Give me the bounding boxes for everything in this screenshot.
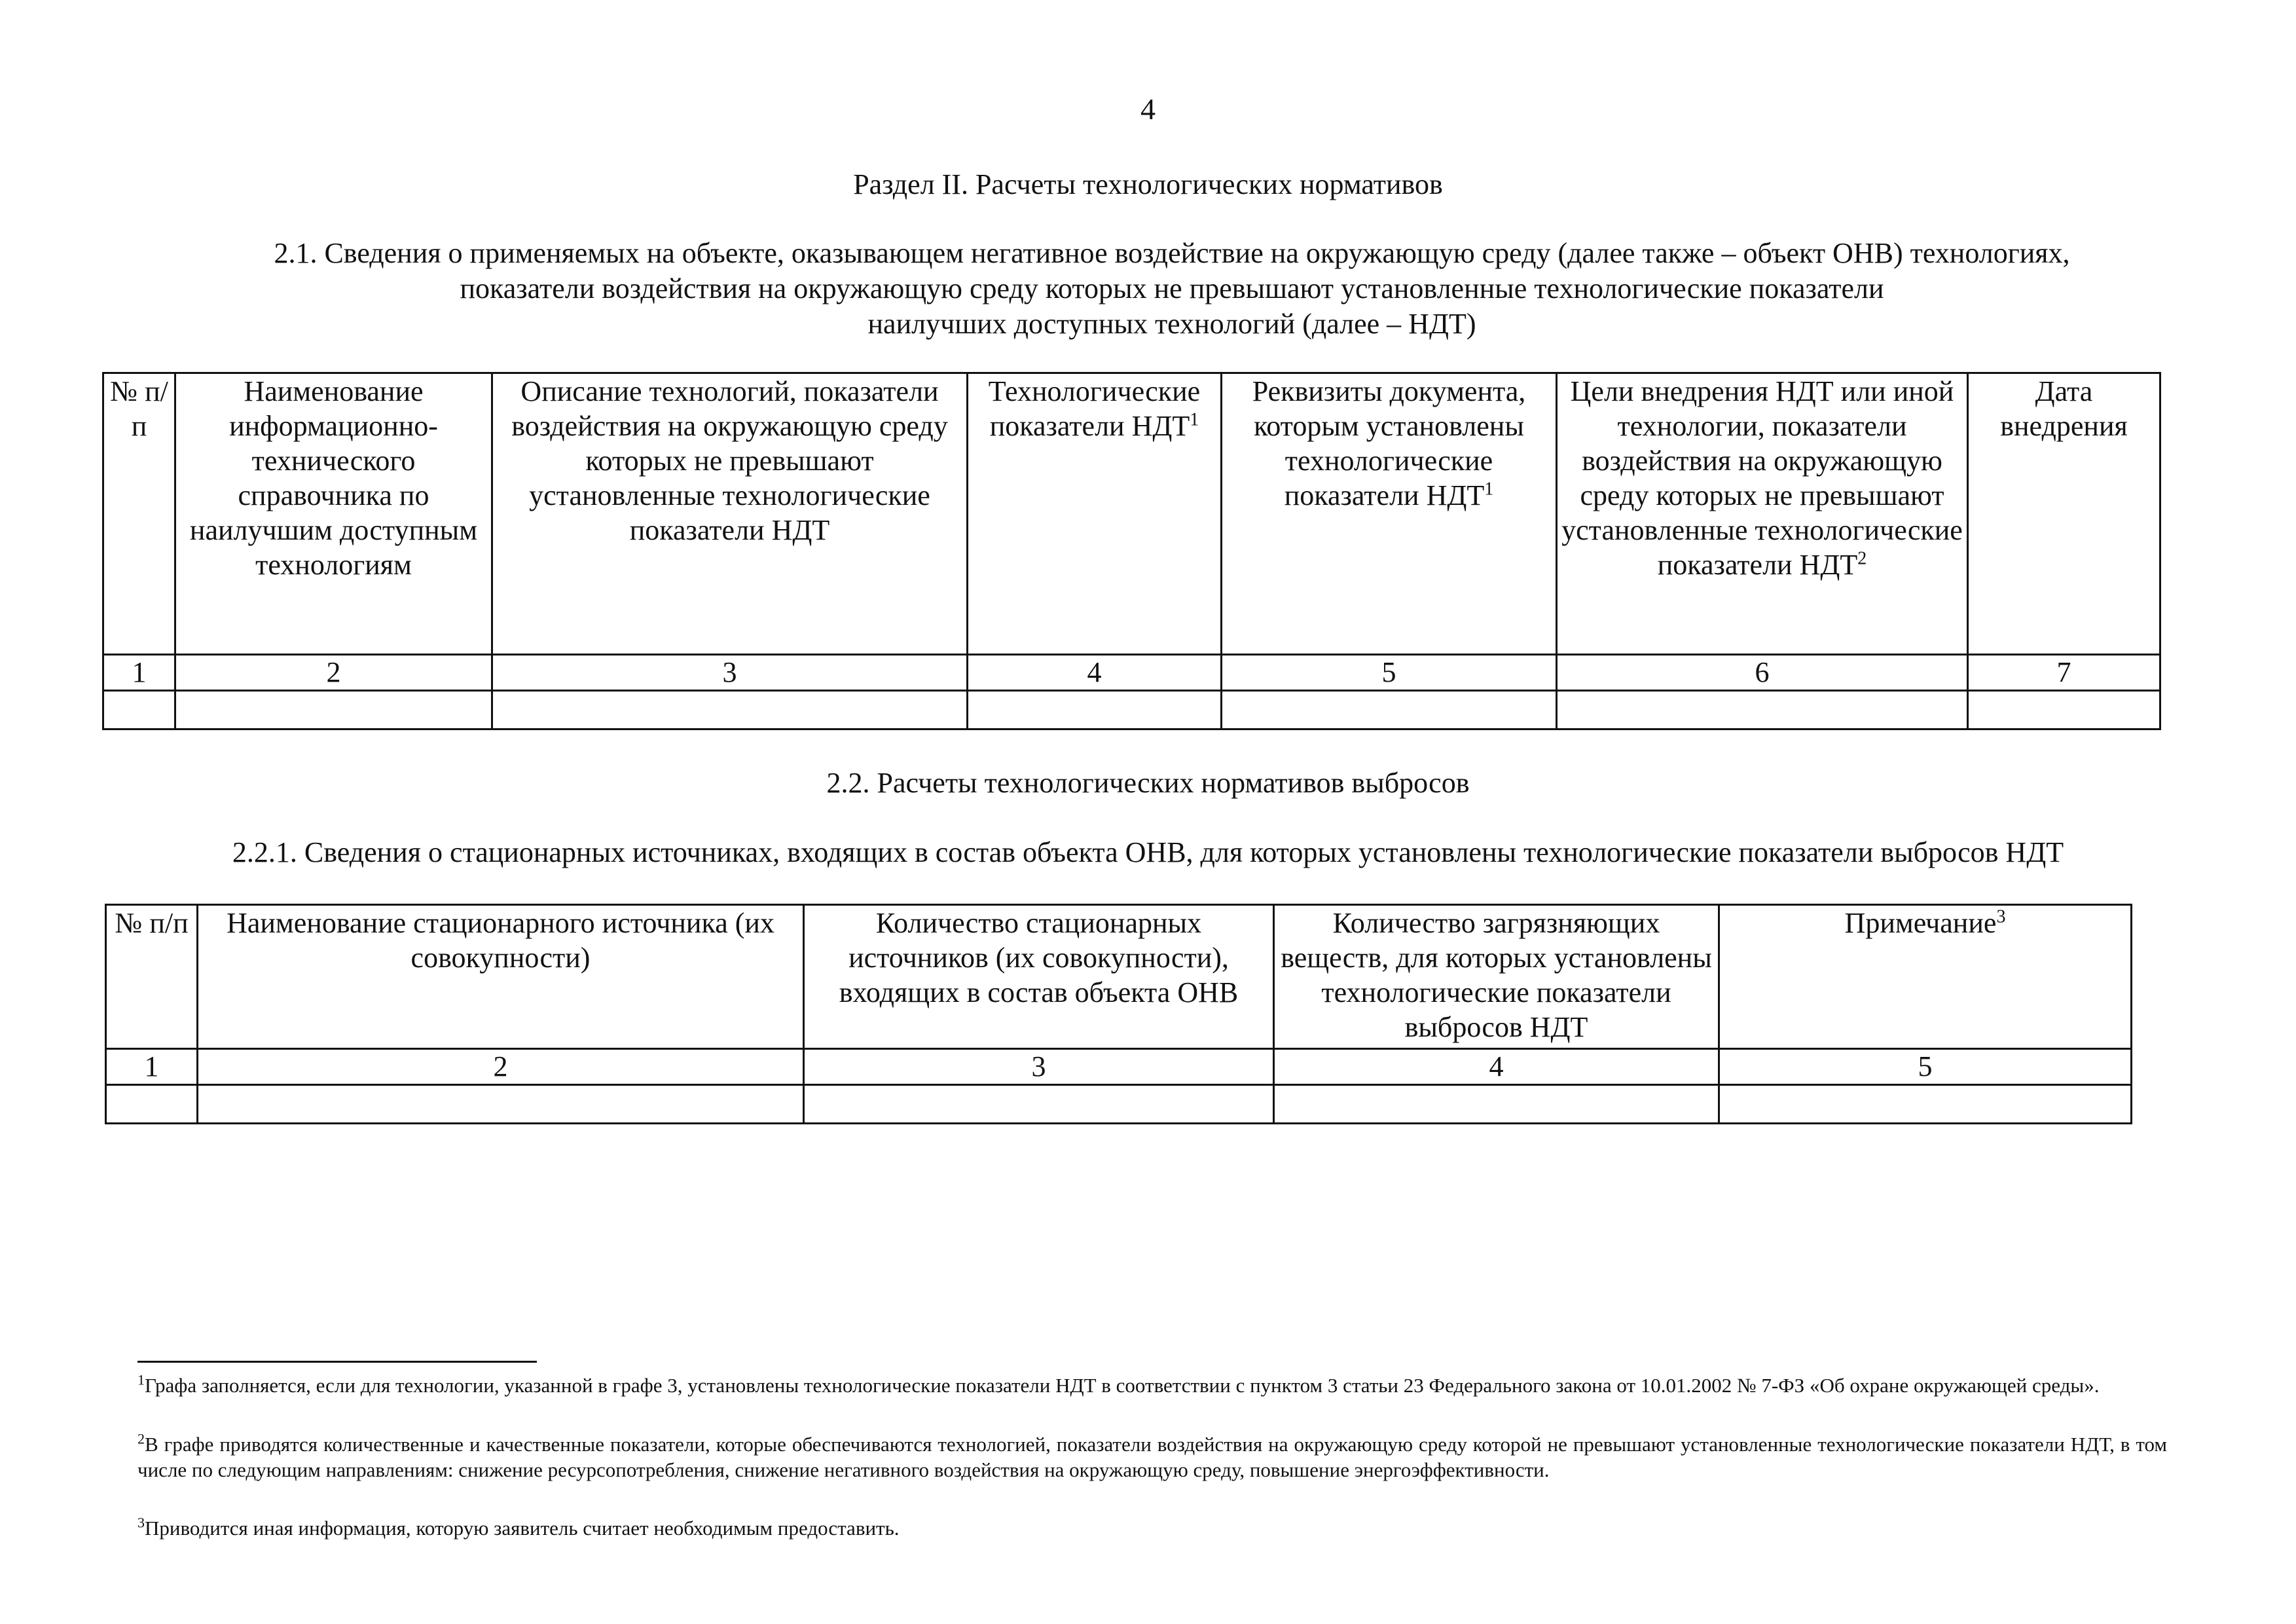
table-cell[interactable] <box>175 691 492 729</box>
table-stationary-sources <box>105 904 2132 1124</box>
table-row <box>103 691 2160 729</box>
section-2-2-1-heading: 2.2.1. Сведения о стационарных источниках, входящих в состав объекта ОНВ, для которых установлены технологические показатели выбросов НДТ <box>232 836 2064 868</box>
header-cell: Технологические показатели НДТ$^1$ <box>968 373 1222 655</box>
section-2-1-heading <box>196 236 2147 342</box>
footnote-separator <box>137 1361 537 1363</box>
footnote-1 <box>137 1373 2167 1398</box>
table-cell[interactable] <box>198 1085 804 1124</box>
header-cell: Наименование информационно-технического справочника по наилучшим доступным технологиям <box>175 373 492 655</box>
header-cell: Наименование стационарного источника (их совокупности) <box>198 905 804 1049</box>
table-cell[interactable] <box>103 691 175 729</box>
table-header-row <box>103 373 2160 655</box>
section-title: Раздел II. Расчеты технологических нормативов <box>853 168 1443 200</box>
footnote-ref: 1 <box>1190 409 1199 430</box>
column-number: 2 <box>198 1049 804 1085</box>
column-number: 1 <box>103 655 175 691</box>
header-cell: Дата внедрения <box>1968 373 2160 655</box>
footnote-3 <box>137 1515 2167 1541</box>
header-cell: Количество стационарных источников (их совокупности), входящих в состав объекта ОНВ <box>804 905 1274 1049</box>
column-number: 5 <box>1719 1049 2132 1085</box>
table-header-row <box>106 905 2132 1049</box>
column-number: 1 <box>106 1049 198 1085</box>
footnote-text: Приводится иная информация, которую заявитель считает необходимым предоставить. <box>145 1517 900 1540</box>
header-cell: № п/п <box>106 905 198 1049</box>
section-2-2-heading: 2.2. Расчеты технологических нормативов выбросов <box>826 767 1470 799</box>
footnote-text: Графа заполняется, если для технологии, указанной в графе 3, установлены технологические показатели НДТ в соответствии с пунктом 3 статьи 23 Федерального закона от 10.01.2002 № 7-ФЗ «Об охране окружающей среды». <box>145 1374 2100 1397</box>
table-cell[interactable] <box>1222 691 1557 729</box>
column-number: 2 <box>175 655 492 691</box>
header-cell: Количество загрязняющих веществ, для которых установлены технологические показатели выбросов НДТ <box>1274 905 1719 1049</box>
intro-line-2: показатели воздействия на окружающую среду которых не превышают установленные технологические показатели <box>460 272 1884 304</box>
footnote-ref: 3 <box>1996 906 2006 927</box>
column-number: 6 <box>1557 655 1968 691</box>
table-cell[interactable] <box>1968 691 2160 729</box>
footnote-mark: 2 <box>137 1430 145 1447</box>
table-cell[interactable] <box>492 691 968 729</box>
header-cell: № п/п <box>103 373 175 655</box>
table-technologies <box>102 372 2161 730</box>
footnote-mark: 3 <box>137 1514 145 1531</box>
header-cell: Описание технологий, показатели воздействия на окружающую среду которых не превышают установленные технологические показатели НДТ <box>492 373 968 655</box>
table-cell[interactable] <box>1557 691 1968 729</box>
header-cell: Примечание$^3$ <box>1719 905 2132 1049</box>
table-cell[interactable] <box>968 691 1222 729</box>
footnote-text: В графе приводятся количественные и качественные показатели, которые обеспечиваются технологией, показатели воздействия на окружающую среду которой не превышают установленные технологические показатели НДТ, в том числе по следующим направлениям: снижение ресурсопотребления, снижение негативного воздействия на окружающую среду, повышение энергоэффективности. <box>137 1433 2167 1481</box>
footnote-2 <box>137 1431 2167 1483</box>
footnote-ref: 2 <box>1857 548 1867 569</box>
header-cell: Цели внедрения НДТ или иной технологии, показатели воздействия на окружающую среду которых не превышают установленные технологические показатели НДТ$^2$ <box>1557 373 1968 655</box>
table-cell[interactable] <box>106 1085 198 1124</box>
column-number: 7 <box>1968 655 2160 691</box>
footnote-ref: 1 <box>1484 479 1494 500</box>
column-number: 5 <box>1222 655 1557 691</box>
page-number: 4 <box>1140 92 1156 126</box>
column-number: 4 <box>968 655 1222 691</box>
intro-line-1: 2.1. Сведения о применяемых на объекте, оказывающем негативное воздействие на окружающую среду (далее также – объект ОНВ) технологиях, <box>274 237 2070 269</box>
table-row <box>106 1085 2132 1124</box>
column-number: 4 <box>1274 1049 1719 1085</box>
table-cell[interactable] <box>804 1085 1274 1124</box>
footnote-mark: 1 <box>137 1371 145 1388</box>
header-cell: Реквизиты документа, которым установлены технологические показатели НДТ$^1$ <box>1222 373 1557 655</box>
table-cell[interactable] <box>1719 1085 2132 1124</box>
column-number-row <box>103 655 2160 691</box>
table-cell[interactable] <box>1274 1085 1719 1124</box>
column-number-row <box>106 1049 2132 1085</box>
intro-line-3: наилучших доступных технологий (далее – НДТ) <box>867 308 1476 340</box>
column-number: 3 <box>804 1049 1274 1085</box>
column-number: 3 <box>492 655 968 691</box>
